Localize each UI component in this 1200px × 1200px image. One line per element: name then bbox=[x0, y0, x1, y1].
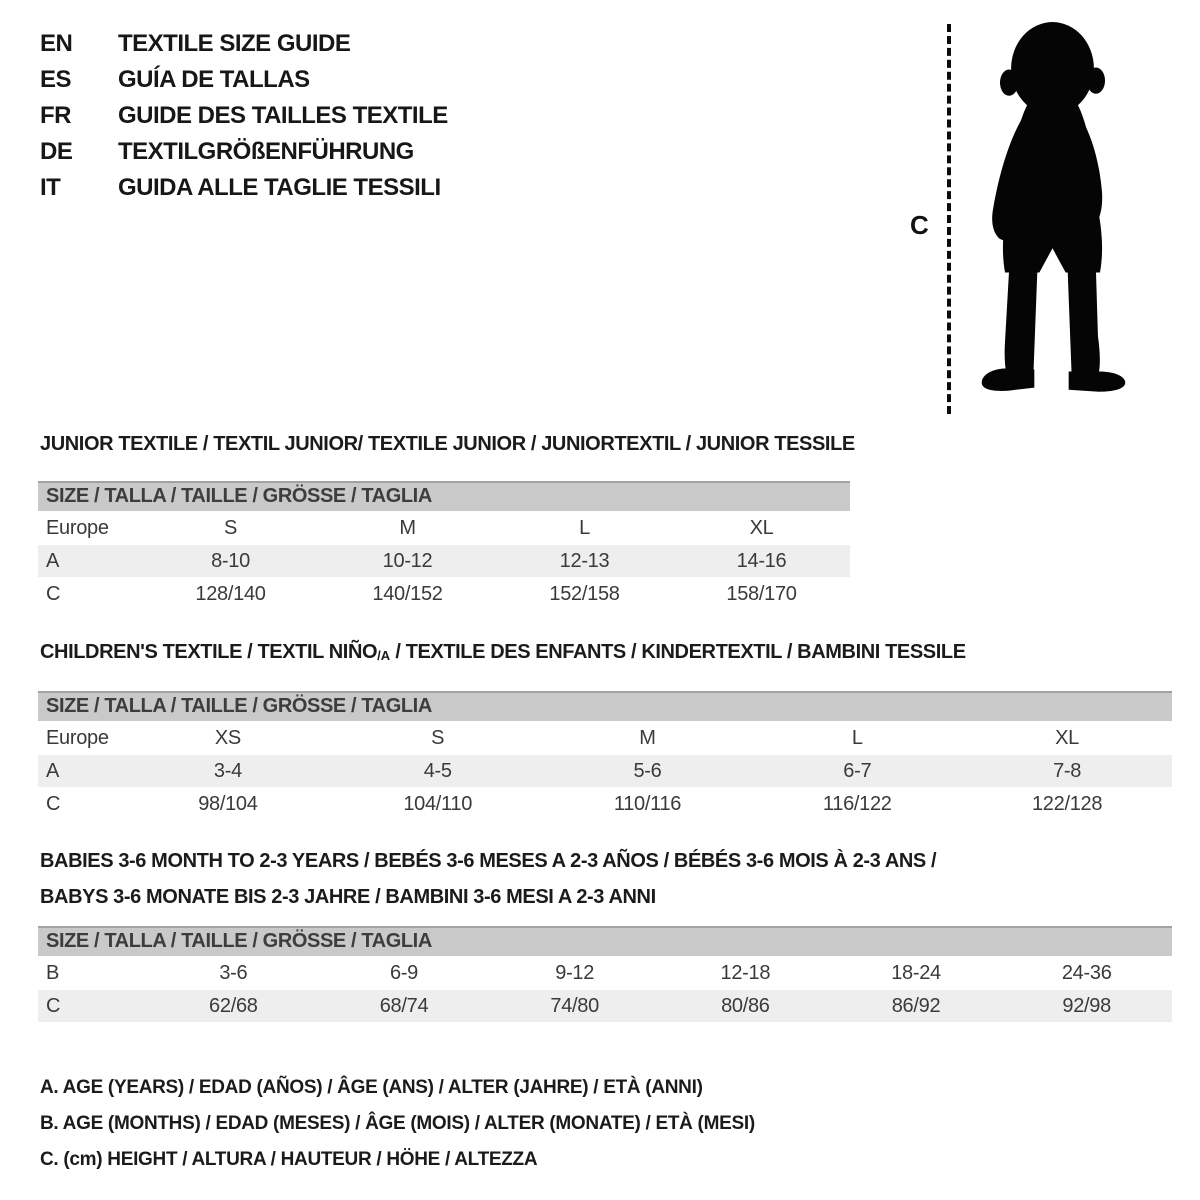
age-cell: 7-8 bbox=[1053, 759, 1082, 782]
age-cell: 12-18 bbox=[720, 961, 771, 984]
age-cell: 5-6 bbox=[633, 759, 662, 782]
row-label: A bbox=[46, 759, 60, 782]
children-title-subscript: /A bbox=[377, 648, 391, 663]
height-cell: 140/152 bbox=[372, 582, 443, 605]
legend-line-age-years: A. AGE (YEARS) / EDAD (AÑOS) / ÂGE (ANS) / ALTER (JAHRE) / ETÀ (ANNI) bbox=[40, 1077, 703, 1098]
row-label: C bbox=[46, 792, 61, 815]
height-cell: 80/86 bbox=[721, 994, 770, 1017]
age-cell: 3-4 bbox=[213, 759, 242, 782]
row-label: Europe bbox=[46, 516, 109, 539]
language-code: FR bbox=[40, 102, 71, 129]
language-row bbox=[40, 134, 448, 170]
language-title: TEXTILE SIZE GUIDE bbox=[118, 30, 351, 57]
height-cell: 128/140 bbox=[195, 582, 266, 605]
age-cell: 4-5 bbox=[423, 759, 452, 782]
row-label: B bbox=[46, 961, 60, 984]
age-cell: 18-24 bbox=[891, 961, 941, 984]
junior-section-title: JUNIOR TEXTILE / TEXTIL JUNIOR/ TEXTILE JUNIOR / JUNIORTEXTIL / JUNIOR TESSILE bbox=[40, 433, 855, 455]
age-cell: 10-12 bbox=[382, 549, 433, 572]
height-cell: 68/74 bbox=[379, 994, 429, 1017]
legend-line-height-cm: C. (cm) HEIGHT / ALTURA / HAUTEUR / HÖHE / ALTEZZA bbox=[40, 1149, 538, 1170]
row-label: C bbox=[46, 582, 61, 605]
height-cell: 122/128 bbox=[1031, 792, 1103, 815]
language-row bbox=[40, 26, 448, 62]
size-cell: XL bbox=[749, 516, 774, 539]
table-row bbox=[38, 956, 1172, 990]
children-title-rest: / TEXTILE DES ENFANTS / KINDERTEXTIL / BAMBINI TESSILE bbox=[390, 641, 966, 663]
height-cell: 116/122 bbox=[822, 792, 892, 815]
age-cell: 14-16 bbox=[736, 549, 787, 572]
row-label: A bbox=[46, 549, 60, 572]
table-row bbox=[38, 787, 1172, 821]
table-row bbox=[38, 545, 850, 577]
size-cell: S bbox=[431, 726, 445, 749]
language-title: GUÍA DE TALLAS bbox=[118, 66, 310, 93]
height-measure-label: C bbox=[910, 210, 929, 240]
age-cell: 6-7 bbox=[843, 759, 872, 782]
height-cell: 92/98 bbox=[1062, 994, 1111, 1017]
height-cell: 74/80 bbox=[550, 994, 599, 1017]
row-label: C bbox=[46, 994, 61, 1017]
size-cell: L bbox=[579, 516, 590, 539]
babies-section-title-line1: BABIES 3-6 MONTH TO 2-3 YEARS / BEBÉS 3-6 MESES A 2-3 AÑOS / BÉBÉS 3-6 MOIS À 2-3 ANS / bbox=[40, 850, 937, 872]
language-code: ES bbox=[40, 66, 72, 93]
language-title: GUIDE DES TAILLES TEXTILE bbox=[118, 102, 448, 129]
table-row bbox=[38, 990, 1172, 1022]
language-title: GUIDA ALLE TAGLIE TESSILI bbox=[118, 174, 441, 201]
size-header-bar: SIZE / TALLA / TAILLE / GRÖSSE / TAGLIA bbox=[38, 691, 1172, 721]
table-row bbox=[38, 577, 850, 611]
size-cell: M bbox=[399, 516, 416, 539]
size-header-bar: SIZE / TALLA / TAILLE / GRÖSSE / TAGLIA bbox=[38, 481, 850, 511]
language-title-list bbox=[40, 26, 448, 206]
age-cell: 6-9 bbox=[390, 961, 419, 984]
height-measure-dotted-line bbox=[947, 24, 951, 414]
legend bbox=[40, 1070, 755, 1178]
size-cell: L bbox=[851, 726, 863, 749]
age-cell: 8-10 bbox=[211, 549, 250, 572]
table-row bbox=[38, 755, 1172, 787]
legend-line-age-months: B. AGE (MONTHS) / EDAD (MESES) / ÂGE (MOIS) / ALTER (MONATE) / ETÀ (MESI) bbox=[40, 1113, 755, 1134]
babies-section-title-line2: BABYS 3-6 MONATE BIS 2-3 JAHRE / BAMBINI 3-6 MESI A 2-3 ANNI bbox=[40, 886, 656, 908]
language-row bbox=[40, 170, 448, 206]
height-cell: 86/92 bbox=[891, 994, 941, 1017]
age-cell: 3-6 bbox=[219, 961, 248, 984]
height-cell: 110/116 bbox=[613, 792, 682, 815]
height-cell: 158/170 bbox=[726, 582, 797, 605]
language-row bbox=[40, 62, 448, 98]
babies-size-table bbox=[38, 926, 1172, 1022]
toddler-silhouette-icon bbox=[962, 16, 1142, 420]
language-row bbox=[40, 98, 448, 134]
row-label: Europe bbox=[46, 726, 109, 749]
children-size-table bbox=[38, 691, 1172, 821]
size-header-bar: SIZE / TALLA / TAILLE / GRÖSSE / TAGLIA bbox=[38, 926, 1172, 956]
size-cell: XS bbox=[214, 726, 241, 749]
table-row bbox=[38, 721, 1172, 755]
language-code: EN bbox=[40, 30, 73, 57]
height-cell: 104/110 bbox=[403, 792, 473, 815]
children-section-title bbox=[40, 641, 966, 664]
language-code: IT bbox=[40, 174, 61, 201]
age-cell: 12-13 bbox=[559, 549, 610, 572]
size-cell: S bbox=[223, 516, 238, 539]
size-cell: M bbox=[639, 726, 656, 749]
height-cell: 98/104 bbox=[198, 792, 258, 815]
table-row bbox=[38, 511, 850, 545]
language-title: TEXTILGRÖßENFÜHRUNG bbox=[118, 138, 414, 165]
height-cell: 62/68 bbox=[209, 994, 258, 1017]
language-code: DE bbox=[40, 138, 73, 165]
age-cell: 9-12 bbox=[555, 961, 595, 984]
children-title-main: CHILDREN'S TEXTILE / TEXTIL NIÑO bbox=[40, 641, 378, 663]
size-cell: XL bbox=[1055, 726, 1080, 749]
age-cell: 24-36 bbox=[1061, 961, 1112, 984]
junior-size-table bbox=[38, 481, 850, 611]
height-cell: 152/158 bbox=[549, 582, 620, 605]
